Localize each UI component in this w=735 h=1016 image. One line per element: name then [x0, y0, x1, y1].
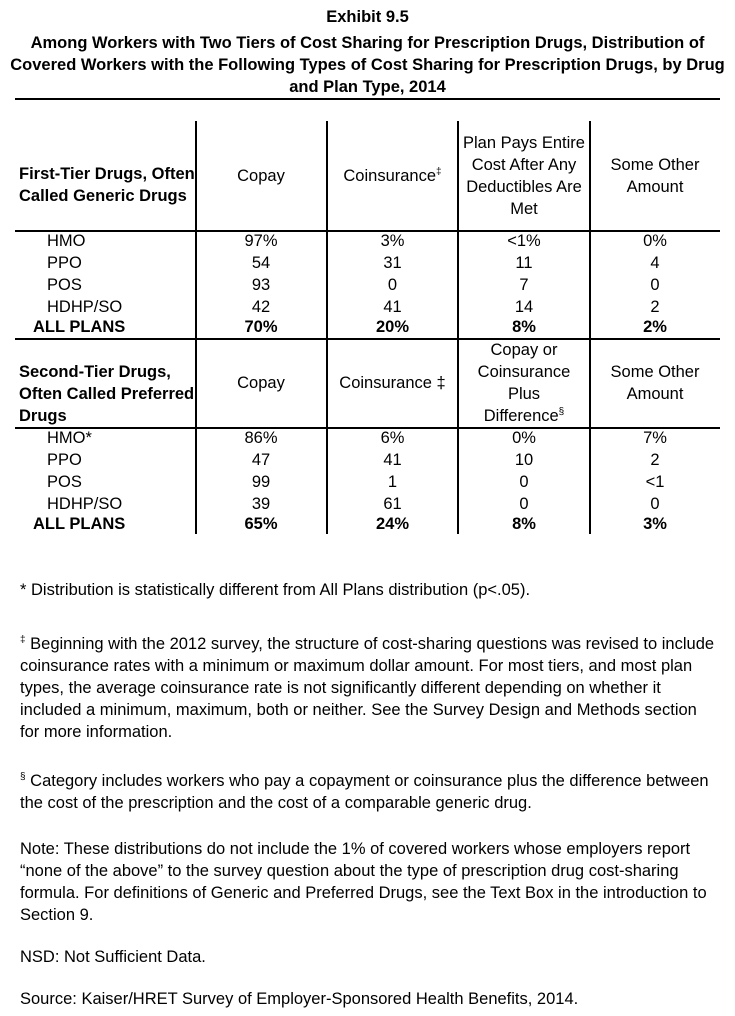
cell: 0	[650, 495, 660, 513]
row-label: HDHP/SO	[47, 495, 123, 513]
cell: 20%	[375, 318, 410, 336]
row-label: PPO	[47, 451, 82, 469]
cell: 65%	[244, 515, 278, 533]
table-row	[15, 493, 720, 515]
cell: 0	[650, 276, 660, 294]
cell: 4	[650, 254, 660, 272]
row-label: ALL PLANS	[33, 515, 126, 533]
table-row	[15, 296, 720, 318]
exhibit-title: Among Workers with Two Tiers of Cost Sharing for Prescription Drugs, Distribution of Covered Workers with the Following Types of Cost Sharing for Prescription Drugs, by Drug and Plan Type, 2014	[10, 34, 725, 96]
cell: 0%	[512, 429, 536, 447]
nsd-note: NSD: Not Sufficient Data.	[20, 948, 206, 966]
cell: <1	[645, 473, 665, 491]
cell: 86%	[244, 429, 278, 447]
footnote-significance: * Distribution is statistically different from All Plans distribution (p<.05).	[20, 581, 531, 599]
cell: 61	[383, 495, 402, 513]
table-row	[15, 274, 720, 296]
cell: 39	[251, 495, 271, 513]
row-label: HMO*	[47, 429, 92, 447]
cell: 6%	[380, 429, 405, 447]
cell: <1%	[507, 232, 541, 250]
footnote-coinsurance: ‡ Beginning with the 2012 survey, the structure of cost-sharing questions was revised to include coinsurance rates with a minimum or maximum dollar amount. For most tiers, and most plan types, the average coinsurance rate is not significantly different depending on whether it included a minimum, maximum, both or neither. See the Survey Design and Methods section for more information.	[20, 634, 715, 741]
row-label: ALL PLANS	[33, 318, 126, 336]
cell: 2	[650, 298, 660, 316]
cell: 0%	[643, 232, 667, 250]
section2-col-other: Some Other Amount	[610, 363, 700, 403]
cell: 0	[519, 473, 529, 491]
cell: 3%	[380, 232, 405, 250]
section1-col-plan-pays: Plan Pays Entire Cost After Any Deductibles Are Met	[463, 134, 585, 218]
cell: 24%	[375, 515, 410, 533]
total-row	[15, 513, 720, 535]
cell: 42	[251, 298, 271, 316]
section1-col-copay: Copay	[237, 167, 285, 185]
row-label: HMO	[47, 232, 86, 250]
cell: 2	[650, 451, 660, 469]
row-label: POS	[47, 473, 82, 491]
footnote-category: § Category includes workers who pay a copayment or coinsurance plus the difference between the cost of the prescription and the cost of a comparable generic drug.	[20, 771, 709, 812]
cell: 54	[251, 254, 271, 272]
cell: 3%	[643, 515, 667, 533]
section1-label: First-Tier Drugs, Often Called Generic Drugs	[19, 165, 195, 205]
section2-col-coinsurance: Coinsurance ‡	[339, 374, 446, 392]
section2-col-copay-plus-difference: Copay or Coinsurance Plus Difference§	[477, 341, 571, 425]
cell: 7	[519, 276, 529, 294]
cell: 7%	[643, 429, 667, 447]
section1-col-other: Some Other Amount	[610, 156, 700, 196]
table-row	[15, 252, 720, 274]
row-label: PPO	[47, 254, 82, 272]
title-rule	[15, 98, 720, 100]
cell: 2%	[643, 318, 667, 336]
total-row	[15, 316, 720, 338]
cell: 31	[383, 254, 402, 272]
cell: 11	[515, 254, 533, 272]
row-label: HDHP/SO	[47, 298, 123, 316]
cell: 99	[251, 473, 271, 491]
cell: 14	[514, 298, 534, 316]
cell: 97%	[244, 232, 278, 250]
table-row	[15, 449, 720, 471]
cell: 0	[519, 495, 529, 513]
exhibit-number: Exhibit 9.5	[326, 8, 409, 26]
cell: 70%	[244, 318, 278, 336]
table-row	[15, 427, 720, 449]
note-paragraph: Note: These distributions do not include the 1% of covered workers whose employers report “none of the above” to the survey question about the type of prescription drug cost-sharing formula. For definitions of Generic and Preferred Drugs, see the Text Box in the introduction to Section 9.	[20, 840, 707, 924]
cell: 41	[383, 298, 402, 316]
section1-col-coinsurance: Coinsurance‡	[343, 166, 442, 185]
cell: 47	[251, 451, 271, 469]
row-label: POS	[47, 276, 82, 294]
cell: 41	[383, 451, 402, 469]
cell: 8%	[512, 515, 536, 533]
table-row	[15, 471, 720, 493]
section2-col-copay: Copay	[237, 374, 285, 392]
cell: 1	[387, 473, 398, 491]
source-note: Source: Kaiser/HRET Survey of Employer-Sponsored Health Benefits, 2014.	[20, 990, 579, 1008]
cell: 0	[387, 276, 398, 294]
cell: 93	[251, 276, 271, 294]
table-row	[15, 230, 720, 252]
section2-label: Second-Tier Drugs, Often Called Preferred Drugs	[19, 363, 195, 425]
cell: 10	[514, 451, 534, 469]
cell: 8%	[512, 318, 536, 336]
